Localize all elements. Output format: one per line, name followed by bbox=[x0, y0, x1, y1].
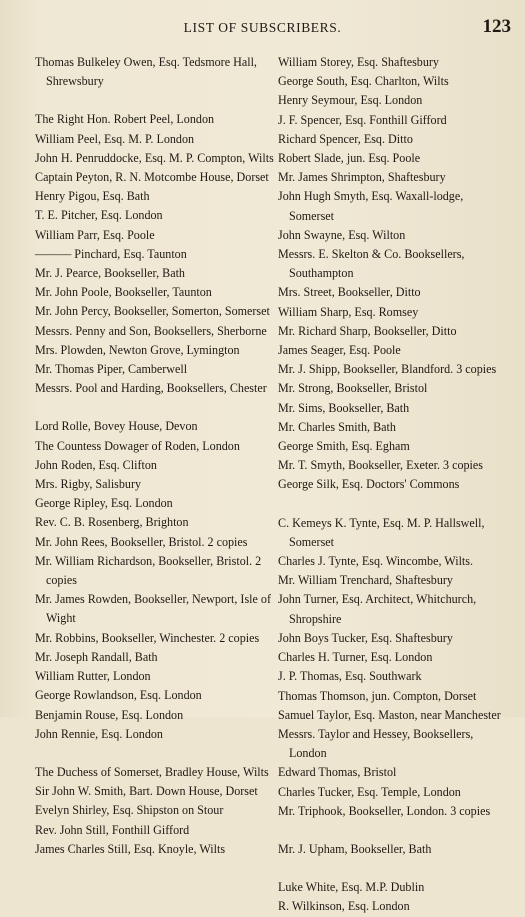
subscriber-entry: Sir John W. Smith, Bart. Down House, Dorset bbox=[35, 784, 258, 799]
subscriber-entry: Samuel Taylor, Esq. Maston, near Manchester bbox=[278, 707, 501, 722]
subscriber-entry: John Turner, Esq. Architect, Whitchurch, Shropshire bbox=[278, 592, 477, 626]
subscriber-entry: William Sharp, Esq. Romsey bbox=[278, 304, 419, 319]
subscriber-entry: R. Wilkinson, Esq. London bbox=[278, 899, 410, 914]
subscriber-entry: J. F. Spencer, Esq. Fonthill Gifford bbox=[278, 112, 447, 127]
subscriber-entry: Mr. Robbins, Bookseller, Winchester. 2 copies bbox=[35, 630, 260, 645]
subscriber-entry: George South, Esq. Charlton, Wilts bbox=[278, 74, 449, 89]
subscriber-entry: George Ripley, Esq. London bbox=[35, 496, 173, 511]
subscriber-entry: Rev. C. B. Rosenberg, Brighton bbox=[35, 515, 189, 530]
subscriber-entry: Mr. Sims, Bookseller, Bath bbox=[278, 400, 410, 415]
subscriber-column-right bbox=[278, 53, 504, 917]
subscriber-entry: John Roden, Esq. Clifton bbox=[35, 457, 157, 472]
section-gap bbox=[35, 91, 277, 110]
subscriber-entry: John H. Penruddocke, Esq. M. P. Compton, Wilts bbox=[35, 150, 274, 165]
section-gap bbox=[35, 744, 277, 763]
page-number: 123 bbox=[482, 16, 511, 37]
subscriber-entry: George Rowlandson, Esq. London bbox=[35, 688, 202, 703]
section-gap bbox=[278, 495, 504, 514]
subscriber-entry: Henry Pigou, Esq. Bath bbox=[35, 189, 150, 204]
subscriber-entry: Charles J. Tynte, Esq. Wincombe, Wilts. bbox=[278, 554, 474, 569]
subscriber-entry: James Seager, Esq. Poole bbox=[278, 343, 401, 358]
running-title: LIST OF SUBSCRIBERS. bbox=[183, 20, 342, 35]
subscriber-entry: The Right Hon. Robert Peel, London bbox=[35, 112, 215, 127]
subscriber-entry: Messrs. Taylor and Hessey, Booksellers, London bbox=[278, 726, 474, 761]
subscriber-entry: Charles H. Turner, Esq. London bbox=[278, 650, 433, 665]
subscriber-entry: Charles Tucker, Esq. Temple, London bbox=[278, 784, 461, 799]
subscriber-entry: Thomas Thomson, jun. Compton, Dorset bbox=[278, 688, 477, 703]
subscriber-entry: George Silk, Esq. Doctors' Commons bbox=[278, 477, 460, 492]
subscriber-entry: Thomas Bulkeley Owen, Esq. Tedsmore Hall, Shrewsbury bbox=[35, 55, 257, 89]
subscriber-entry: C. Kemeys K. Tynte, Esq. M. P. Hallswell, Somerset bbox=[278, 515, 485, 549]
subscriber-entry: Richard Spencer, Esq. Ditto bbox=[278, 131, 413, 146]
subscriber-column-left bbox=[35, 53, 277, 859]
subscriber-entry: Mr. William Trenchard, Shaftesbury bbox=[278, 573, 453, 588]
subscriber-entry: The Countess Dowager of Roden, London bbox=[35, 438, 240, 453]
subscriber-entry: Mr. J. Shipp, Bookseller, Blandford. 3 copies bbox=[278, 362, 497, 377]
subscriber-entry: Mr. Richard Sharp, Bookseller, Ditto bbox=[278, 323, 457, 338]
subscriber-entry: Mr. Triphook, Bookseller, London. 3 copies bbox=[278, 803, 491, 818]
subscriber-entry: Rev. John Still, Fonthill Gifford bbox=[35, 822, 190, 837]
subscriber-entry: William Parr, Esq. Poole bbox=[35, 227, 155, 242]
subscriber-entry: George Smith, Esq. Egham bbox=[278, 439, 410, 454]
subscriber-entry: Messrs. Pool and Harding, Booksellers, Chester bbox=[35, 381, 267, 396]
subscriber-entry: William Peel, Esq. M. P. London bbox=[35, 131, 195, 146]
subscriber-entry: Mr. James Shrimpton, Shaftesbury bbox=[278, 170, 446, 185]
section-gap bbox=[278, 821, 504, 840]
subscriber-entry: Mr. Thomas Piper, Camberwell bbox=[35, 362, 188, 377]
subscriber-entry: Mr. James Rowden, Bookseller, Newport, Isle of Wight bbox=[35, 592, 271, 626]
subscriber-entry: Mr. J. Pearce, Bookseller, Bath bbox=[35, 266, 185, 281]
subscriber-entry: J. P. Thomas, Esq. Southwark bbox=[278, 669, 422, 684]
subscriber-entry: Mr. J. Upham, Bookseller, Bath bbox=[278, 841, 432, 856]
section-gap bbox=[35, 398, 277, 417]
section-gap bbox=[278, 859, 504, 878]
subscriber-entry: John Hugh Smyth, Esq. Waxall-lodge, Somerset bbox=[278, 189, 464, 223]
subscriber-entry: William Storey, Esq. Shaftesbury bbox=[278, 55, 439, 69]
subscriber-entry: Edward Thomas, Bristol bbox=[278, 765, 397, 780]
subscriber-entry: John Rennie, Esq. London bbox=[35, 726, 163, 741]
subscriber-entry: Mrs. Street, Bookseller, Ditto bbox=[278, 285, 421, 300]
subscriber-entry: William Rutter, London bbox=[35, 669, 151, 684]
subscriber-entry: Mr. William Richardson, Bookseller, Bristol. 2 copies bbox=[35, 553, 262, 588]
subscriber-entry: Mrs. Plowden, Newton Grove, Lymington bbox=[35, 342, 240, 357]
subscriber-entry: Mr. John Percy, Bookseller, Somerton, Somerset bbox=[35, 304, 270, 319]
subscriber-entry: James Charles Still, Esq. Knoyle, Wilts bbox=[35, 841, 226, 856]
subscriber-entry: Mr. Joseph Randall, Bath bbox=[35, 649, 158, 664]
subscriber-entry: T. E. Pitcher, Esq. London bbox=[35, 208, 163, 223]
subscriber-entry: Robert Slade, jun. Esq. Poole bbox=[278, 151, 421, 166]
subscriber-entry: Mr. Strong, Bookseller, Bristol bbox=[278, 381, 428, 396]
subscriber-entry: Henry Seymour, Esq. London bbox=[278, 93, 423, 108]
subscriber-entry: Captain Peyton, R. N. Motcombe House, Dorset bbox=[35, 170, 269, 185]
subscriber-entry: The Duchess of Somerset, Bradley House, Wilts bbox=[35, 764, 269, 779]
subscriber-entry: John Boys Tucker, Esq. Shaftesbury bbox=[278, 630, 453, 645]
subscriber-entry: Luke White, Esq. M.P. Dublin bbox=[278, 880, 425, 895]
subscriber-entry: Mr. John Rees, Bookseller, Bristol. 2 copies bbox=[35, 534, 248, 549]
subscriber-entry: John Swayne, Esq. Wilton bbox=[278, 227, 406, 242]
subscriber-entry: Mr. Charles Smith, Bath bbox=[278, 419, 396, 434]
subscriber-entry: Mr. T. Smyth, Bookseller, Exeter. 3 copies bbox=[278, 458, 483, 473]
subscriber-entry: Benjamin Rouse, Esq. London bbox=[35, 707, 184, 722]
subscriber-entry: Messrs. E. Skelton & Co. Booksellers, Southampton bbox=[278, 247, 465, 281]
subscriber-entry: Lord Rolle, Bovey House, Devon bbox=[35, 419, 198, 434]
page-header bbox=[0, 16, 525, 40]
subscriber-entry: Messrs. Penny and Son, Booksellers, Sherborne bbox=[35, 323, 267, 338]
subscriber-entry: ——— Pinchard, Esq. Taunton bbox=[35, 246, 187, 261]
subscriber-entry: Mr. John Poole, Bookseller, Taunton bbox=[35, 285, 212, 300]
subscriber-entry: Evelyn Shirley, Esq. Shipston on Stour bbox=[35, 803, 224, 818]
subscriber-entry: Mrs. Rigby, Salisbury bbox=[35, 477, 142, 492]
